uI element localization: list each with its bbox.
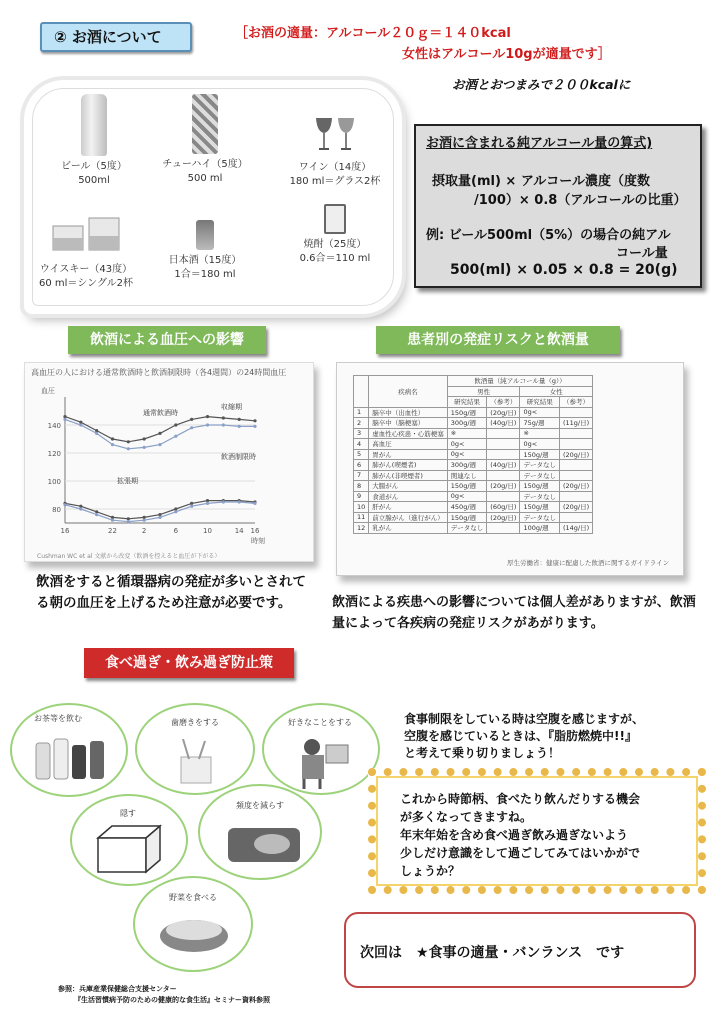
x-tick-label: 22 — [108, 527, 117, 535]
table-header-amount: 飲酒量（純アルコール量（g）） — [447, 376, 592, 387]
y-tick-label: 140 — [47, 422, 61, 430]
season-line: 少しだけ意識をして過ごしてみてはいかがで — [400, 846, 641, 860]
bp-paragraph: 飲酒をすると循環器病の発症が多いとされてる朝の血圧を上げるため注意が必要です。 — [36, 574, 306, 611]
data-point — [143, 446, 146, 449]
drink-amount: 0.6合＝110 ml — [299, 253, 371, 264]
table-cell: 3 — [354, 428, 369, 439]
shochu-icon — [324, 204, 346, 234]
table-cell: 300g/週 — [447, 460, 487, 471]
data-point — [190, 502, 193, 505]
tip-circle — [70, 794, 188, 886]
drink-name: ウイスキー（43度） — [39, 264, 133, 275]
reference-line1: 参照：兵庫産業保健総合支援センター — [58, 985, 177, 993]
table-cell — [487, 449, 520, 460]
bp-chart-card — [24, 362, 314, 562]
table-cell — [487, 428, 520, 439]
x-axis-label: 時刻 — [251, 537, 265, 545]
data-point — [79, 505, 82, 508]
data-point — [174, 510, 177, 513]
season-line: 年末年始を含め食べ過ぎ飲み過ぎないよう — [400, 828, 629, 842]
x-tick-label: 6 — [173, 527, 179, 535]
table-cell: (20g/日) — [559, 449, 592, 460]
data-point — [95, 429, 98, 432]
drink-name: ワイン（14度） — [298, 162, 372, 173]
table-row — [354, 418, 593, 429]
toothbrush-icon — [173, 739, 223, 785]
y-tick-label: 100 — [47, 478, 61, 486]
table-cell: 8 — [354, 481, 369, 492]
formula-line1: 摂取量(ml) × アルコール濃度（度数 — [432, 174, 651, 189]
table-header-male: 男性 — [447, 386, 520, 397]
risk-table-card — [336, 362, 684, 576]
table-cell: (20g/日) — [487, 407, 520, 418]
data-point — [127, 440, 130, 443]
table-cell: 関連なし — [447, 470, 487, 481]
table-row — [354, 460, 593, 471]
table-cell: (14g/日) — [559, 523, 592, 534]
formula-title: お酒に含まれる純アルコール量の算式) — [426, 136, 653, 151]
chart-footnote: Cushman WC et al 文献から改変（飲酒を控えると血圧が下がる） — [37, 553, 221, 560]
data-point — [190, 426, 193, 429]
data-point — [111, 519, 114, 522]
data-point — [206, 415, 209, 418]
table-cell: 前立腺がん（進行がん） — [369, 512, 448, 523]
x-tick-label: 10 — [203, 527, 212, 535]
drink-name: チューハイ（5度） — [162, 159, 248, 170]
table-cell: データなし — [520, 491, 560, 502]
table-row — [354, 470, 593, 481]
series-line — [65, 417, 255, 442]
data-point — [238, 500, 241, 503]
drink-amount: 1合＝180 ml — [174, 269, 236, 280]
table-cell: 0g< — [520, 439, 560, 450]
season-line: しょうか？ — [400, 864, 461, 878]
table-cell: 150g/週 — [447, 481, 487, 492]
data-point — [111, 443, 114, 446]
data-point — [253, 419, 256, 422]
data-point — [174, 507, 177, 510]
table-row — [354, 428, 593, 439]
risk-paragraph: 飲酒による疾患への影響については個人差がありますが、飲酒量によって各疾病の発症リスクがあがります。 — [332, 595, 696, 631]
table-cell: (40g/日) — [487, 460, 520, 471]
table-cell: (20g/日) — [559, 502, 592, 513]
drink-amount: 500ml — [78, 175, 110, 186]
tip-label: 好きなことをする — [288, 718, 352, 727]
table-header-result: 研究結果 — [447, 397, 487, 408]
chuhai-can-icon — [192, 94, 218, 154]
drink-amount: 500 ml — [187, 173, 223, 184]
hunger-message — [404, 711, 644, 762]
data-point — [158, 443, 161, 446]
data-point — [158, 432, 161, 435]
table-source: 厚生労働省：健康に配慮した飲酒に関するガイドライン — [507, 559, 670, 567]
formula-example2: コール量 — [616, 246, 668, 261]
table-cell — [559, 460, 592, 471]
table-cell: 高血圧 — [369, 439, 448, 450]
chart-title: 高血圧の人における通常飲酒時と飲酒制限時（各4週間）の24時間血圧 — [31, 368, 287, 377]
formula-line2: /100）× 0.8（アルコールの比重） — [474, 193, 687, 208]
table-cell: 6 — [354, 460, 369, 471]
chart-annotation: 収縮期 — [221, 403, 242, 411]
new-year-frame — [368, 768, 706, 894]
section-title: ② お酒について — [40, 22, 192, 52]
drink-name: ビール（5度） — [61, 161, 127, 172]
data-point — [190, 505, 193, 508]
data-point — [206, 499, 209, 502]
season-line: が多くなってきますね。 — [400, 810, 533, 824]
hand-reaching-icon — [224, 820, 304, 870]
alcohol-note-line2: 女性はアルコール10gが適量です］ — [402, 47, 611, 62]
table-row — [354, 502, 593, 513]
table-cell: 大腸がん — [369, 481, 448, 492]
table-cell: データなし — [520, 460, 560, 471]
drink-name: 焼酎（25度） — [303, 239, 367, 250]
y-tick-label: 80 — [52, 506, 61, 514]
table-cell: 脳卒中（出血性） — [369, 407, 448, 418]
person-hobby-icon — [292, 735, 352, 791]
table-cell: 食道がん — [369, 491, 448, 502]
table-cell: (20g/日) — [487, 481, 520, 492]
tip-circle — [135, 703, 255, 795]
table-cell: 150g/週 — [520, 502, 560, 513]
table-cell: 0g< — [447, 449, 487, 460]
chart-annotation: 拡張期 — [117, 477, 138, 485]
next-issue-text: 次回は ★食事の適量・バンランス です — [360, 945, 625, 961]
next-issue-box — [344, 912, 696, 988]
table-cell: (60g/日) — [487, 502, 520, 513]
data-point — [127, 520, 130, 523]
table-cell: 12 — [354, 523, 369, 534]
table-cell — [559, 491, 592, 502]
alcohol-note-line1: ［お酒の適量：アルコール２０ｇ＝１４０kcal — [235, 26, 511, 41]
chart-annotation: 飲酒制限時 — [221, 453, 256, 461]
drink-item — [280, 204, 390, 266]
table-cell: 肺がん(非喫煙者) — [369, 470, 448, 481]
table-cell: 75g/週 — [520, 418, 560, 429]
table-cell — [559, 428, 592, 439]
data-point — [95, 513, 98, 516]
formula-example1: 例: ビール500ml（5%）の場合の純アル — [426, 228, 671, 243]
tip-label: 隠す — [120, 809, 136, 818]
drink-item — [54, 94, 134, 188]
table-header-disease: 疾病名 — [369, 376, 448, 408]
whisky-glass-icon — [49, 208, 123, 254]
table-cell: 150g/週 — [520, 481, 560, 492]
hunger-line: 空腹を感じているときは、『脂肪燃焼中!!』 — [404, 729, 637, 743]
y-tick-label: 120 — [47, 450, 61, 458]
tip-circle — [133, 876, 253, 972]
table-row — [354, 407, 593, 418]
table-cell: 150g/週 — [520, 449, 560, 460]
data-point — [143, 516, 146, 519]
table-row — [354, 449, 593, 460]
data-point — [158, 516, 161, 519]
data-point — [222, 500, 225, 503]
x-tick-label: 16 — [60, 527, 70, 535]
table-cell — [559, 512, 592, 523]
tip-label: 野菜を食べる — [169, 893, 217, 902]
data-point — [190, 418, 193, 421]
box-icon — [94, 824, 164, 874]
table-header-result: 研究結果 — [520, 397, 560, 408]
drink-name: 日本酒（15度） — [168, 255, 242, 266]
table-cell — [487, 523, 520, 534]
x-tick-label: 2 — [141, 527, 147, 535]
data-point — [158, 513, 161, 516]
table-cell: ※ — [447, 428, 487, 439]
table-row — [354, 523, 593, 534]
data-point — [127, 447, 130, 450]
data-point — [174, 435, 177, 438]
x-tick-label: 16 — [250, 527, 260, 535]
drink-amount: 60 ml＝シングル2杯 — [38, 278, 134, 289]
tip-label: お茶等を飲む — [34, 714, 82, 723]
table-cell: 450g/週 — [447, 502, 487, 513]
alcohol-formula-box — [414, 124, 702, 288]
wine-glass-icon — [313, 116, 357, 152]
table-cell: 4 — [354, 439, 369, 450]
data-point — [143, 437, 146, 440]
data-point — [63, 415, 66, 418]
data-point — [253, 502, 256, 505]
table-cell — [487, 491, 520, 502]
data-point — [79, 421, 82, 424]
table-row — [354, 439, 593, 450]
table-header-female: 女性 — [520, 386, 593, 397]
table-cell: ※ — [520, 428, 560, 439]
tip-circle — [198, 784, 322, 880]
table-cell: 150g/週 — [447, 407, 487, 418]
data-point — [127, 517, 130, 520]
tip-label: 歯磨きをする — [171, 718, 219, 727]
data-point — [111, 516, 114, 519]
beer-bottle-icon — [81, 94, 107, 156]
table-cell: 脳卒中（脳梗塞） — [369, 418, 448, 429]
x-tick-label: 14 — [234, 527, 244, 535]
drink-item — [280, 116, 390, 189]
table-cell: 300g/週 — [447, 418, 487, 429]
table-cell — [487, 470, 520, 481]
hunger-line: と考えて乗り切りましょう！ — [404, 746, 561, 760]
drink-amount: 180 ml＝グラス2杯 — [289, 176, 381, 187]
table-cell: データなし — [520, 470, 560, 481]
tea-bottles-icon — [32, 731, 112, 781]
hunger-line: 食事制限をしている時は空腹を感じますが、 — [404, 712, 645, 726]
data-point — [79, 507, 82, 510]
prevention-heading: 食べ過ぎ・飲み過ぎ防止策 — [84, 648, 294, 678]
tip-circle — [10, 703, 128, 797]
data-point — [95, 510, 98, 513]
tip-circle — [262, 703, 380, 795]
table-cell: データなし — [447, 523, 487, 534]
data-point — [174, 423, 177, 426]
intro-text: お酒とおつまみで２００kcalに — [452, 77, 631, 92]
table-cell — [559, 407, 592, 418]
data-point — [206, 502, 209, 505]
drink-item — [36, 208, 136, 291]
table-row — [354, 491, 593, 502]
data-point — [63, 418, 66, 421]
table-header-ref: （参考） — [559, 397, 592, 408]
drink-item — [160, 94, 250, 186]
table-cell: 0g< — [520, 407, 560, 418]
risk-table — [353, 375, 593, 534]
table-cell: (20g/日) — [487, 512, 520, 523]
table-cell: 10 — [354, 502, 369, 513]
table-cell: 9 — [354, 491, 369, 502]
table-cell — [487, 439, 520, 450]
table-header-ref: （参考） — [487, 397, 520, 408]
table-cell — [559, 439, 592, 450]
table-row — [354, 481, 593, 492]
table-cell: 7 — [354, 470, 369, 481]
table-cell: 肝がん — [369, 502, 448, 513]
table-cell: (40g/日) — [487, 418, 520, 429]
drink-item — [160, 220, 250, 282]
vegetable-bowl-icon — [157, 914, 231, 960]
bp-chart — [25, 363, 315, 549]
table-cell: 11 — [354, 512, 369, 523]
table-cell: 5 — [354, 449, 369, 460]
data-point — [206, 423, 209, 426]
table-cell: (20g/日) — [559, 481, 592, 492]
data-point — [63, 503, 66, 506]
data-point — [238, 418, 241, 421]
bp-heading: 飲酒による血圧への影響 — [68, 326, 266, 354]
table-cell: 2 — [354, 418, 369, 429]
table-cell: 乳がん — [369, 523, 448, 534]
season-message — [400, 790, 640, 880]
reference-line2: 『生活習慣病予防のための健康的な食生活』セミナー資料参照 — [74, 996, 270, 1004]
chart-annotation: 通常飲酒時 — [143, 409, 178, 417]
data-point — [222, 416, 225, 419]
table-cell: 150g/週 — [447, 512, 487, 523]
sake-icon — [196, 220, 214, 250]
tip-label: 頻度を減らす — [236, 801, 284, 810]
table-header-no — [354, 376, 369, 408]
table-cell: 胃がん — [369, 449, 448, 460]
table-cell: 虚血性心疾患・心筋梗塞 — [369, 428, 448, 439]
data-point — [95, 432, 98, 435]
data-point — [222, 423, 225, 426]
data-point — [238, 425, 241, 428]
formula-example3: 500(ml) × 0.05 × 0.8 = 20(g) — [450, 262, 678, 278]
table-cell: 1 — [354, 407, 369, 418]
data-point — [253, 425, 256, 428]
table-cell: データなし — [520, 512, 560, 523]
data-point — [111, 437, 114, 440]
table-cell: 0g< — [447, 439, 487, 450]
table-row — [354, 512, 593, 523]
y-axis-label: 血圧 — [41, 387, 55, 395]
data-point — [79, 423, 82, 426]
season-line: これから時節柄、食べたり飲んだりする機会 — [400, 792, 641, 806]
table-cell: 肺がん(喫煙者) — [369, 460, 448, 471]
table-cell: (11g/日) — [559, 418, 592, 429]
table-cell — [559, 470, 592, 481]
data-point — [143, 519, 146, 522]
table-cell: 100g/週 — [520, 523, 560, 534]
table-cell: 0g< — [447, 491, 487, 502]
risk-heading: 患者別の発症リスクと飲酒量 — [376, 326, 620, 354]
drinks-panel — [24, 80, 402, 314]
